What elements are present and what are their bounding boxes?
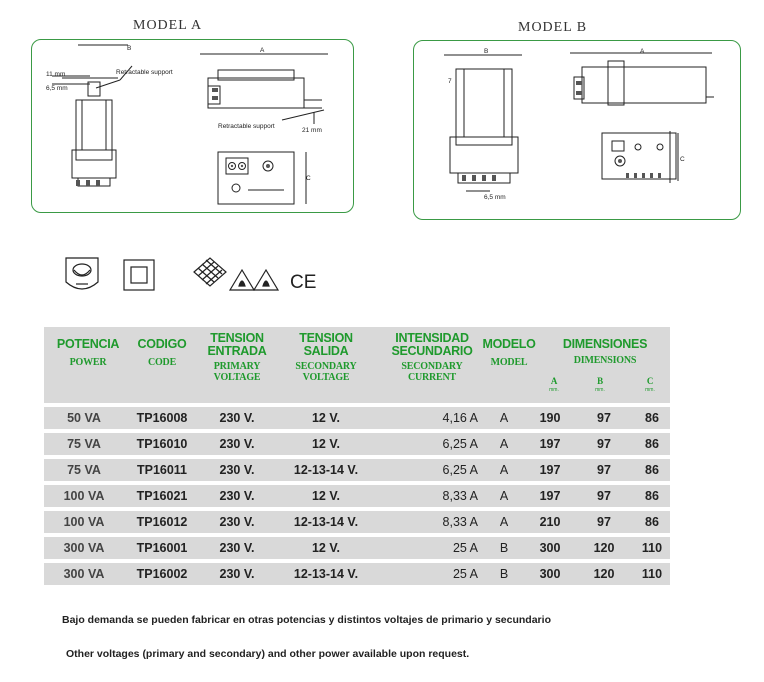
cell-primary: 230 V. bbox=[219, 515, 255, 529]
cell-c: 86 bbox=[645, 411, 659, 425]
cell-power: 300 VA bbox=[63, 567, 105, 581]
header-model: MODELO MODEL bbox=[482, 337, 536, 368]
cell-secondary: 12-13-14 V. bbox=[293, 567, 359, 581]
cell-c: 110 bbox=[641, 567, 663, 581]
model-b-dim-b: B bbox=[484, 48, 489, 55]
cell-a: 300 bbox=[539, 541, 561, 555]
cell-primary: 230 V. bbox=[219, 541, 255, 555]
cell-current: 25 A bbox=[452, 567, 478, 581]
model-a-11mm: 11 mm bbox=[46, 71, 66, 78]
cell-secondary: 12 V. bbox=[311, 541, 341, 555]
cell-secondary: 12-13-14 V. bbox=[293, 515, 359, 529]
model-b-panel bbox=[413, 40, 741, 220]
cell-secondary: 12 V. bbox=[311, 437, 341, 451]
cell-code: TP16010 bbox=[136, 437, 188, 451]
cell-c: 110 bbox=[641, 541, 663, 555]
cell-a: 190 bbox=[539, 411, 561, 425]
cell-code: TP16008 bbox=[136, 411, 188, 425]
cell-current: 4,16 A bbox=[442, 411, 478, 425]
fuse-triangle-icons bbox=[230, 270, 278, 290]
model-a-65mm: 6,5 mm bbox=[46, 85, 68, 92]
cell-b: 97 bbox=[597, 437, 611, 451]
table-row bbox=[44, 511, 670, 533]
cell-current: 8,33 A bbox=[442, 489, 478, 503]
cell-current: 25 A bbox=[452, 541, 478, 555]
cell-power: 75 VA bbox=[67, 463, 101, 477]
table-row bbox=[44, 485, 670, 507]
cell-power: 100 VA bbox=[63, 489, 105, 503]
cell-current: 8,33 A bbox=[442, 515, 478, 529]
header-dim-a: A mm. bbox=[549, 376, 559, 393]
cell-b: 97 bbox=[597, 411, 611, 425]
model-b-drawing bbox=[414, 41, 742, 221]
model-a-retractable-bottom: Retractable support bbox=[218, 123, 275, 130]
cell-model: A bbox=[499, 463, 509, 477]
cell-model: A bbox=[499, 411, 509, 425]
model-a-retractable-top: Retractable support bbox=[116, 69, 173, 76]
cell-c: 86 bbox=[645, 489, 659, 503]
header-code: CODIGO CODE bbox=[137, 337, 187, 368]
model-a-title: MODEL A bbox=[133, 18, 203, 33]
table-header bbox=[44, 327, 670, 403]
table-row bbox=[44, 459, 670, 481]
cell-a: 197 bbox=[539, 463, 561, 477]
cell-b: 97 bbox=[597, 463, 611, 477]
cell-code: TP16011 bbox=[136, 463, 188, 477]
certification-icons bbox=[64, 254, 334, 303]
model-b-7mm: 7 bbox=[448, 78, 452, 85]
header-dimensions: DIMENSIONES DIMENSIONS bbox=[562, 337, 648, 366]
header-current: INTENSIDAD SECUNDARIO SECONDARY CURRENT bbox=[391, 331, 473, 383]
cell-code: TP16002 bbox=[136, 567, 188, 581]
cell-secondary: 12 V. bbox=[311, 411, 341, 425]
cell-model: B bbox=[499, 541, 509, 555]
cell-c: 86 bbox=[645, 515, 659, 529]
cell-c: 86 bbox=[645, 463, 659, 477]
cell-b: 120 bbox=[593, 541, 615, 555]
cell-current: 6,25 A bbox=[442, 437, 478, 451]
cell-code: TP16001 bbox=[136, 541, 188, 555]
note-english: Other voltages (primary and secondary) and other power available upon request. bbox=[66, 648, 470, 660]
cell-model: B bbox=[499, 567, 509, 581]
note-spanish: Bajo demanda se pueden fabricar en otras potencias y distintos voltajes de primario y secundario bbox=[62, 614, 551, 626]
table-row bbox=[44, 563, 670, 585]
table-body bbox=[44, 407, 670, 585]
cell-a: 197 bbox=[539, 489, 561, 503]
header-dim-b: B mm. bbox=[595, 376, 605, 393]
cell-b: 97 bbox=[597, 489, 611, 503]
model-b-dim-a: A bbox=[640, 48, 645, 55]
cell-model: A bbox=[499, 515, 509, 529]
cell-b: 97 bbox=[597, 515, 611, 529]
cell-power: 50 VA bbox=[67, 411, 101, 425]
protection-class-shield-icon bbox=[66, 258, 98, 289]
cell-code: TP16021 bbox=[136, 489, 188, 503]
cell-b: 120 bbox=[593, 567, 615, 581]
cell-power: 75 VA bbox=[67, 437, 101, 451]
model-b-dim-c: C bbox=[680, 156, 685, 163]
cell-primary: 230 V. bbox=[219, 567, 255, 581]
model-a-21mm: 21 mm bbox=[302, 127, 322, 134]
cell-model: A bbox=[499, 489, 509, 503]
ce-mark-icon: CE bbox=[290, 272, 317, 293]
model-b-title: MODEL B bbox=[518, 20, 588, 35]
cell-c: 86 bbox=[645, 437, 659, 451]
model-a-dim-a: A bbox=[260, 47, 265, 54]
cell-a: 300 bbox=[539, 567, 561, 581]
cell-primary: 230 V. bbox=[219, 437, 255, 451]
cell-primary: 230 V. bbox=[219, 411, 255, 425]
cell-primary: 230 V. bbox=[219, 463, 255, 477]
cell-primary: 230 V. bbox=[219, 489, 255, 503]
grid-mark-icon bbox=[194, 258, 226, 286]
cell-secondary: 12-13-14 V. bbox=[293, 463, 359, 477]
header-power: POTENCIA POWER bbox=[56, 337, 120, 368]
model-a-panel bbox=[31, 39, 354, 213]
model-a-drawing bbox=[32, 40, 355, 214]
cell-current: 6,25 A bbox=[442, 463, 478, 477]
table-row bbox=[44, 433, 670, 455]
table-row bbox=[44, 537, 670, 559]
model-a-dim-c: C bbox=[306, 175, 311, 182]
cell-a: 210 bbox=[539, 515, 561, 529]
double-insulation-icon bbox=[124, 260, 154, 290]
specifications-table bbox=[44, 327, 670, 589]
model-b-65mm: 6,5 mm bbox=[484, 194, 506, 201]
header-secondary: TENSION SALIDA SECONDARY VOLTAGE bbox=[295, 331, 357, 383]
header-dim-c: C mm. bbox=[645, 376, 655, 393]
cell-power: 100 VA bbox=[63, 515, 105, 529]
table-row bbox=[44, 407, 670, 429]
cell-secondary: 12 V. bbox=[311, 489, 341, 503]
cell-power: 300 VA bbox=[63, 541, 105, 555]
cell-code: TP16012 bbox=[136, 515, 188, 529]
cell-a: 197 bbox=[539, 437, 561, 451]
header-primary: TENSION ENTRADA PRIMARY VOLTAGE bbox=[207, 331, 267, 383]
cell-model: A bbox=[499, 437, 509, 451]
model-a-dim-b: B bbox=[127, 45, 132, 52]
